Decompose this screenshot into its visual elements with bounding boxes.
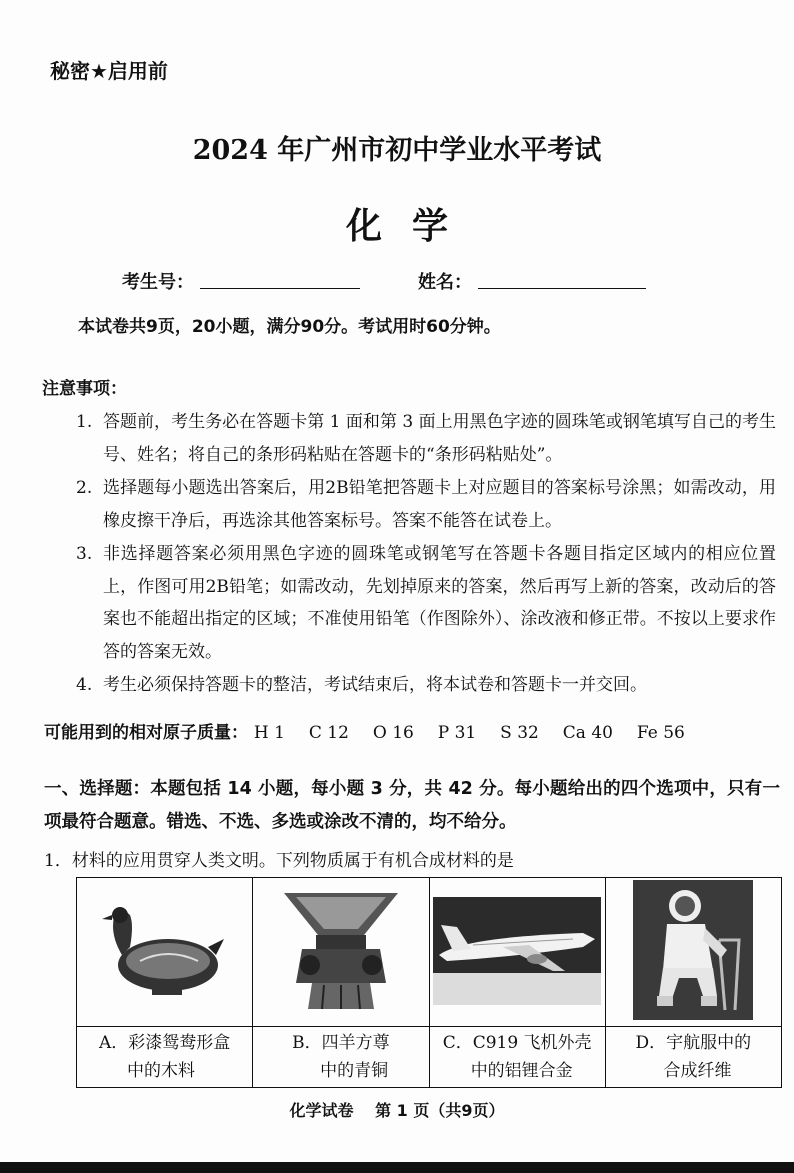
option-b[interactable] [253, 1027, 429, 1088]
scan-edge-bar [0, 1162, 794, 1173]
notice-text: 选择题每小题选出答案后，用2B铅笔把答题卡上对应题目的答案标号涂黑；如需改动，用橡皮擦干净后，再选涂其他答案标号。答案不能答在试卷上。 [103, 478, 776, 531]
exam-info: 本试卷共9页，20小题，满分90分。考试用时60分钟。 [78, 317, 501, 337]
notice-number: 3. [76, 544, 93, 564]
mass-s: S 32 [500, 723, 539, 743]
option-a-image [77, 878, 253, 1027]
name-blank[interactable] [478, 288, 646, 289]
notice-text: 非选择题答案必须用黑色字迹的圆珠笔或钢笔写在答题卡各题目指定区域内的相应位置上，作图可用2B铅笔；如需改动，先划掉原来的答案，然后再写上新的答案，改动后的答案也不能超出指定的区域；不准使用铅笔（作图除外）、涂改液和修正带。不按以上要求作答的答案无效。 [103, 544, 776, 662]
notice-item-2 [76, 472, 776, 537]
option-b-image [253, 878, 429, 1027]
subject-title: 化学 [345, 205, 478, 247]
option-c[interactable] [429, 1027, 605, 1088]
option-c-image [429, 878, 605, 1027]
option-a[interactable] [77, 1027, 253, 1088]
notice-item-4 [76, 669, 776, 702]
option-d-line2: 合成纤维 [663, 1061, 732, 1081]
mass-fe: Fe 56 [636, 723, 685, 743]
name-label: 姓名： [418, 272, 472, 293]
bronze-zun-icon [276, 885, 406, 1015]
duck-box-icon [100, 895, 230, 1005]
option-a-line2: 中的木料 [126, 1061, 195, 1081]
exam-number-blank[interactable] [200, 288, 360, 289]
notice-item-1 [76, 406, 776, 471]
confidential-mark: 秘密★启用前 [50, 59, 168, 83]
section-1-instructions: 一、选择题：本题包括 14 小题，每小题 3 分，共 42 分。每小题给出的四个选项中，只有一项最符合题意。错选、不选、多选或涂改不清的，均不给分。 [44, 779, 780, 832]
option-b-line1: B．四羊方尊 [292, 1033, 390, 1053]
option-c-line2: 中的铝锂合金 [470, 1061, 573, 1081]
notice-text: 考生必须保持答题卡的整洁，考试结束后，将本试卷和答题卡一并交回。 [103, 675, 647, 695]
option-d-image [605, 878, 781, 1027]
mass-p: P 31 [437, 723, 477, 743]
mass-c: C 12 [308, 723, 349, 743]
notice-number: 1. [76, 412, 93, 432]
page-footer: 化学试卷 第 1 页（共9页） [289, 1101, 505, 1120]
mass-ca: Ca 40 [562, 723, 613, 743]
atomic-masses-label: 可能用到的相对原子质量： [44, 723, 248, 743]
question-1-options-table [76, 877, 782, 1088]
mass-h: H 1 [253, 723, 285, 743]
option-a-line1: A．彩漆鸳鸯形盒 [98, 1033, 231, 1053]
notice-number: 4. [76, 675, 93, 695]
notice-number: 2. [76, 478, 93, 498]
spacesuit-icon [633, 880, 753, 1020]
c919-airplane-icon [433, 885, 601, 1015]
question-1-stem: 1．材料的应用贯穿人类文明。下列物质属于有机合成材料的是 [44, 851, 514, 871]
notice-text: 答题前，考生务必在答题卡第 1 面和第 3 面上用黑色字迹的圆珠笔或钢笔填写自己的考生号、姓名；将自己的条形码粘贴在答题卡的“条形码粘贴处”。 [103, 412, 776, 465]
option-b-line2: 中的青铜 [320, 1061, 389, 1081]
notice-title: 注意事项： [42, 379, 127, 399]
mass-o: O 16 [372, 723, 414, 743]
option-c-line1: C．C919 飞机外壳 [442, 1033, 592, 1053]
option-d-line1: D．宇航服中的 [635, 1033, 752, 1053]
exam-number-label: 考生号： [122, 272, 194, 293]
atomic-masses [44, 718, 703, 743]
notice-item-3 [76, 538, 776, 668]
exam-title: 2024 年广州市初中学业水平考试 [192, 135, 602, 166]
option-d[interactable] [605, 1027, 781, 1088]
